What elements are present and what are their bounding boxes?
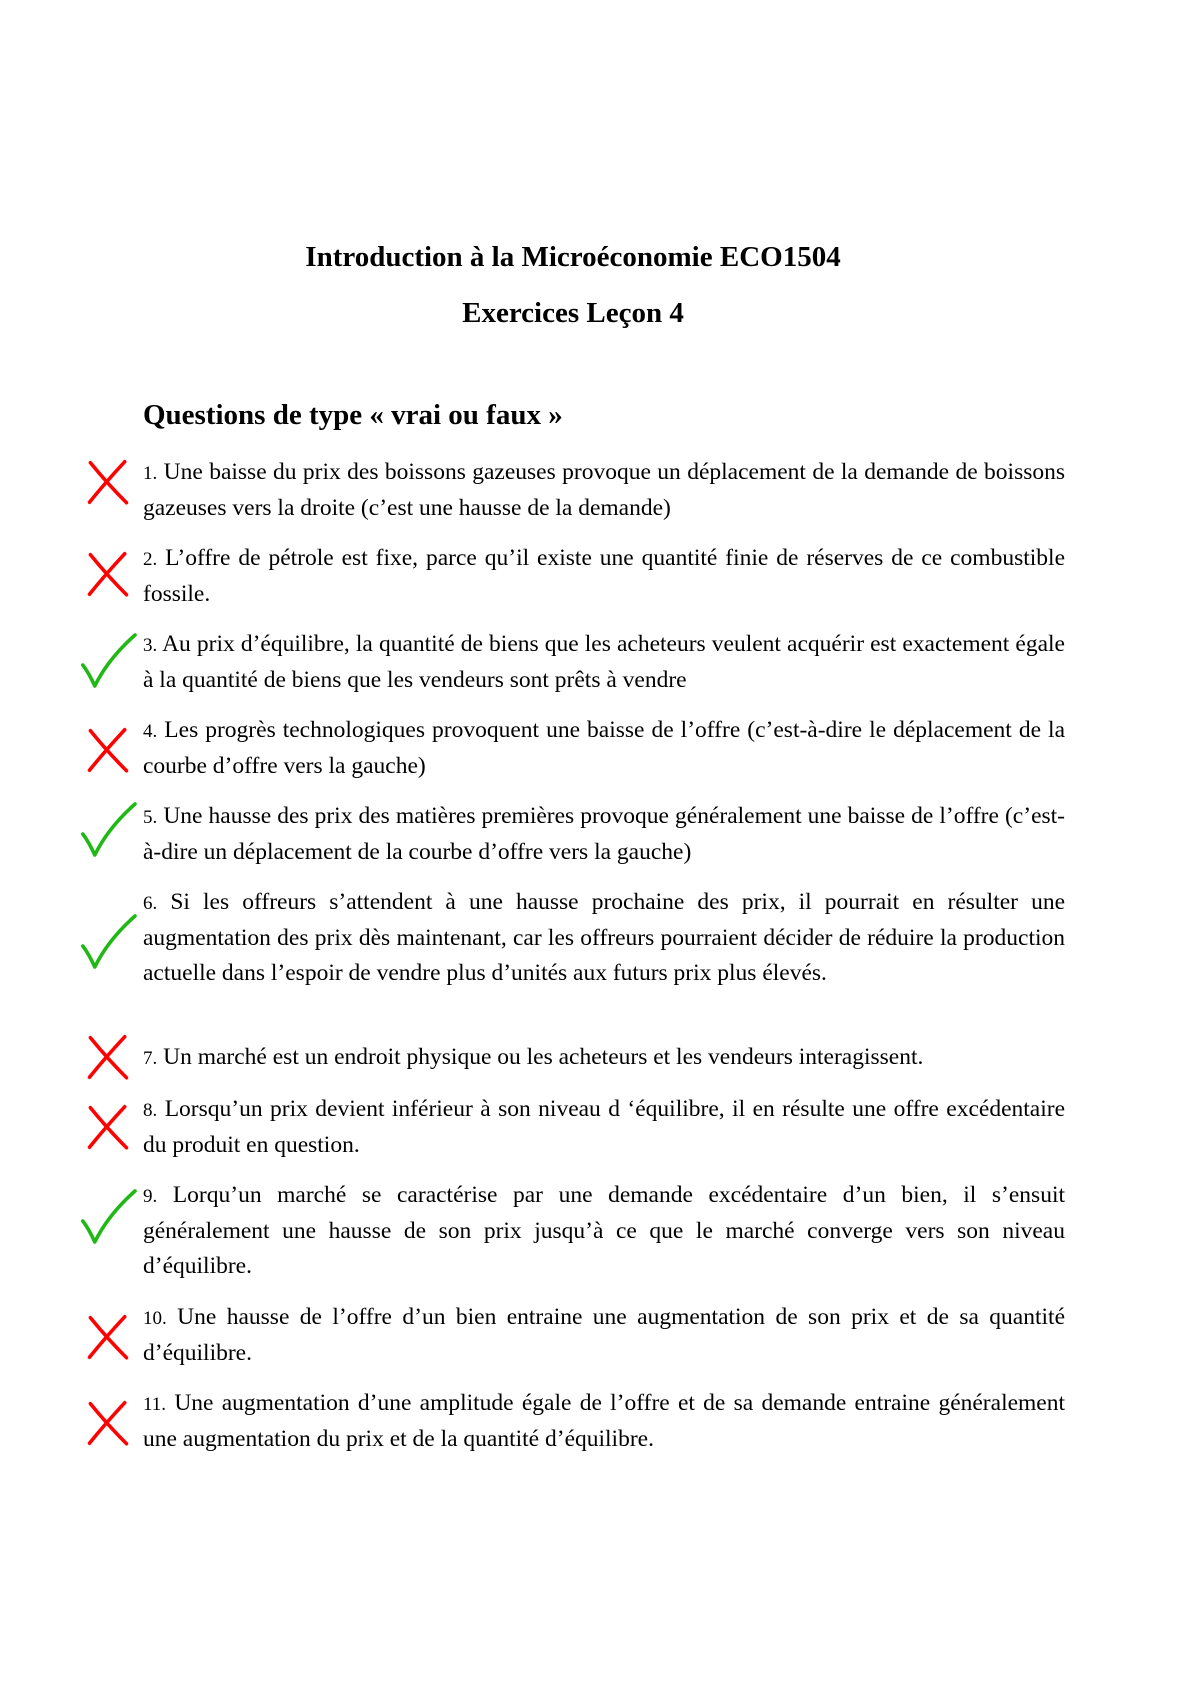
check-icon [78,1188,138,1248]
question-number: 6. [143,893,158,914]
question-text [143,799,1065,870]
check-stroke [83,804,135,855]
question-text [143,627,1065,698]
question-text [143,885,1065,991]
question-text [143,1092,1065,1163]
question-text [143,541,1065,612]
question-body: Au prix d’équilibre, la quantité de biens que les acheteurs veulent acquérir est exactement égale à la quantité de biens que les vendeurs sont prêts à vendre [143,631,1065,693]
check-stroke [83,916,135,967]
cross-icon [86,1314,130,1360]
question-number: 7. [143,1048,158,1069]
section-heading: Questions de type « vrai ou faux » [143,399,563,431]
question-number: 2. [143,549,158,570]
check-stroke [83,1191,135,1242]
question-number: 1. [143,463,158,484]
question-text [143,455,1065,526]
question-body: Une augmentation d’une amplitude égale de l’offre et de sa demande entraine généralement une augmentation du prix et de la quantité d’équilibre. [143,1390,1066,1452]
question-body: Une baisse du prix des boissons gazeuses provoque un déplacement de la demande de boissons gazeuses vers la droite (c’est une hausse de la demande) [143,459,1066,521]
check-stroke [83,635,135,686]
cross-icon [86,1104,130,1150]
document-title: Introduction à la Microéconomie ECO1504 [305,241,841,273]
cross-icon [86,727,130,773]
question-number: 5. [143,807,158,828]
question-body: Les progrès technologiques provoquent une baisse de l’offre (c’est-à-dire le déplacement de la courbe d’offre vers la gauche) [143,717,1065,779]
question-body: Lorqu’un marché se caractérise par une demande excédentaire d’un bien, il s’ensuit généralement une hausse de son prix jusqu’à ce que le marché converge vers son niveau d’équilibre. [143,1182,1066,1279]
question-body: Un marché est un endroit physique ou les acheteurs et les vendeurs interagissent. [163,1044,924,1070]
question-body: Une hausse de l’offre d’un bien entraine une augmentation de son prix et de sa quantité d’équilibre. [143,1304,1066,1366]
question-body: Si les offreurs s’attendent à une hausse prochaine des prix, il pourrait en résulter une augmentation des prix dès maintenant, car les offreurs pourraient décider de réduire la production actuelle dans l’espoir de vendre plus d’unités aux futurs prix plus élevés. [143,889,1066,986]
check-icon [78,801,138,861]
check-icon [78,913,138,973]
question-body: L’offre de pétrole est fixe, parce qu’il existe une quantité finie de réserves de ce combustible fossile. [143,545,1066,607]
question-number: 9. [143,1186,158,1207]
cross-icon [86,459,130,505]
document-subtitle: Exercices Leçon 4 [462,297,684,329]
question-body: Une hausse des prix des matières premières provoque généralement une baisse de l’offre (c’est-à-dire un déplacement de la courbe d’offre vers la gauche) [143,803,1065,865]
cross-icon [86,551,130,597]
question-number: 3. [143,635,158,656]
question-text [143,1040,1065,1076]
cross-icon [86,1400,130,1446]
question-number: 4. [143,721,158,742]
question-body: Lorsqu’un prix devient inférieur à son niveau d ‘équilibre, il en résulte une offre excédentaire du produit en question. [143,1096,1065,1158]
question-text [143,1300,1065,1371]
question-number: 11. [143,1394,167,1415]
question-text [143,1386,1065,1457]
question-text [143,1178,1065,1284]
question-number: 8. [143,1100,158,1121]
question-text [143,713,1065,784]
cross-icon [86,1034,130,1080]
check-icon [78,632,138,692]
question-number: 10. [143,1308,167,1329]
